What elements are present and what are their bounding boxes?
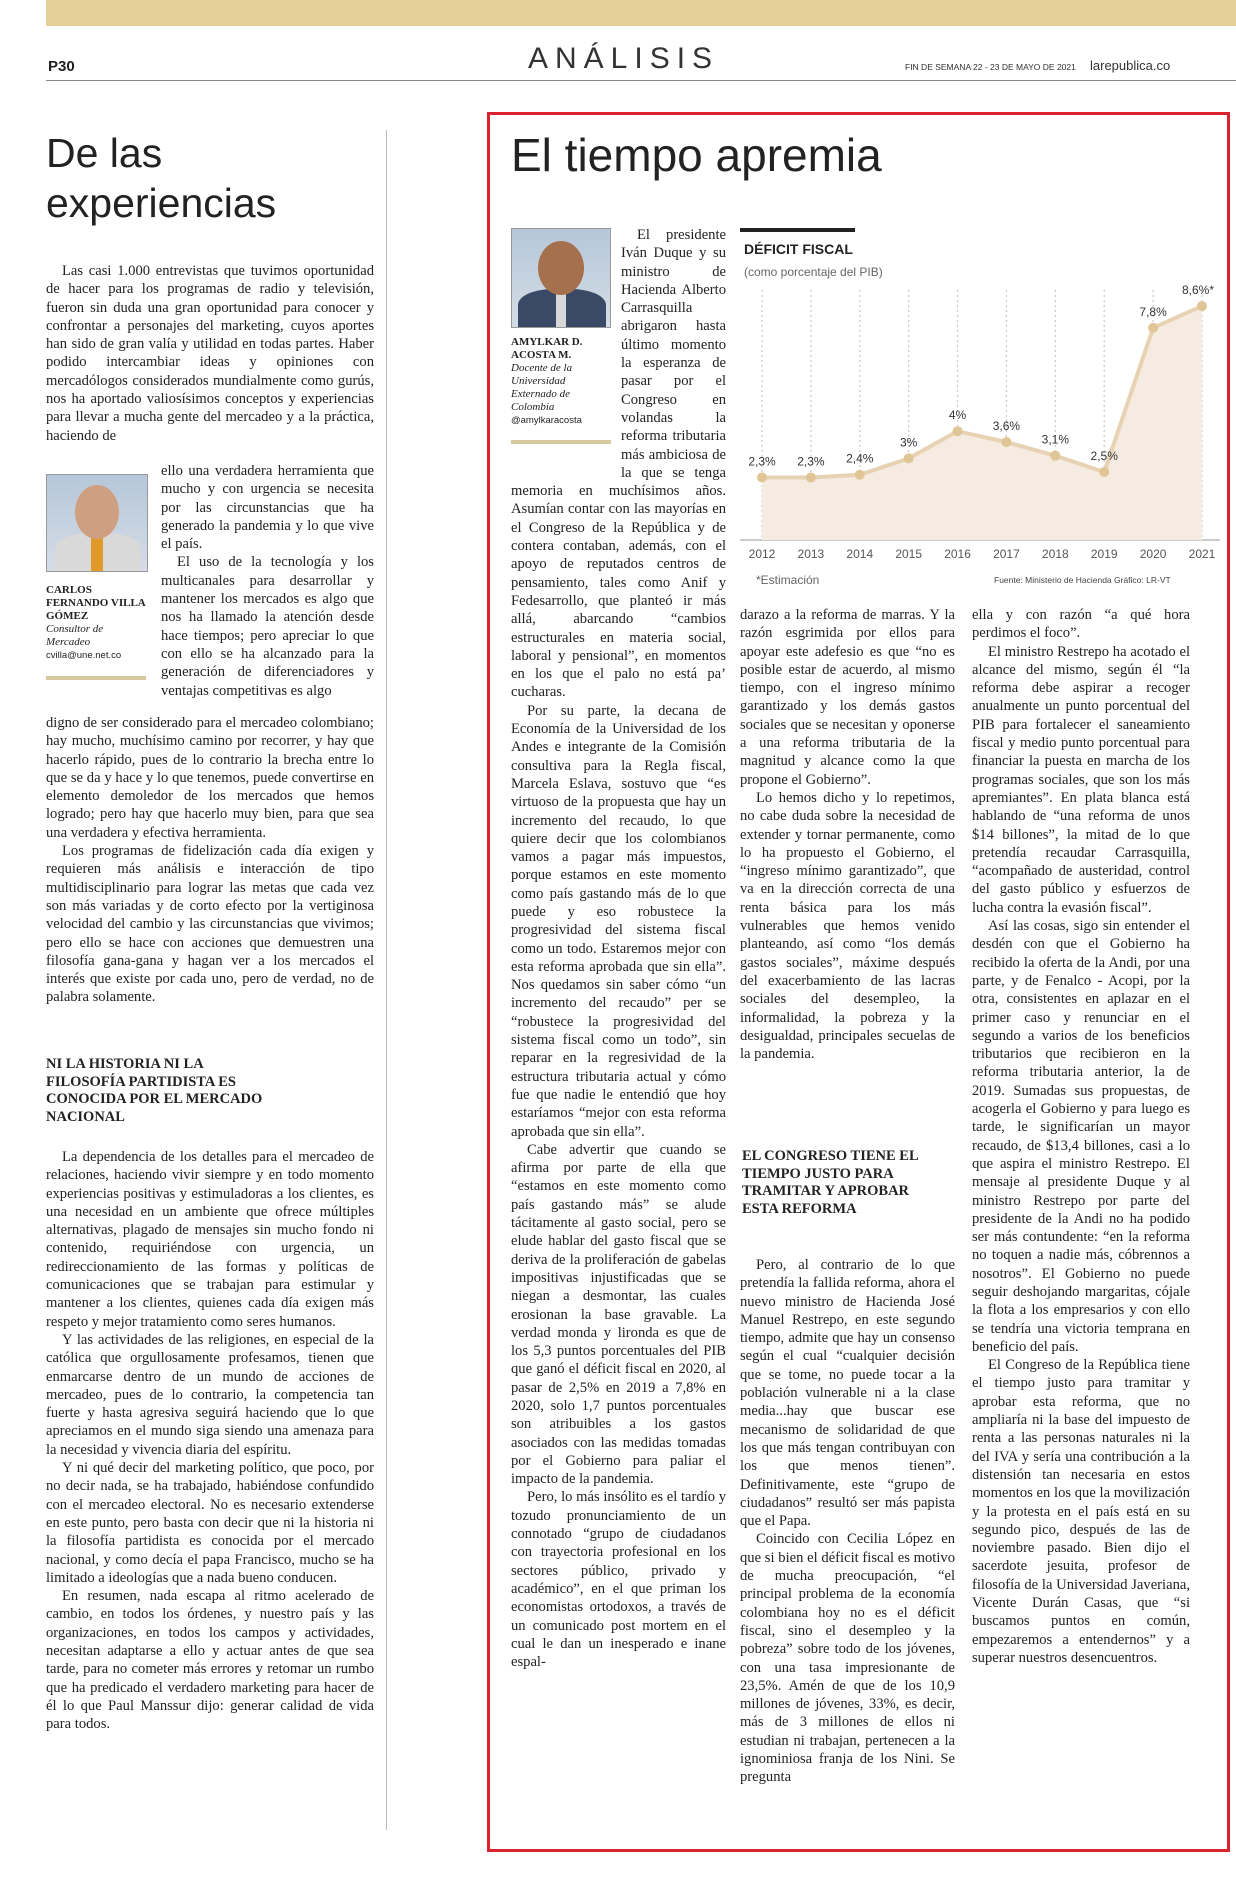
data-label: 2,4%: [846, 451, 874, 466]
right-col2: [740, 606, 955, 1063]
data-point: [806, 472, 816, 482]
right-paragraph: Cabe advertir que cuando se afirma por parte de ella que “estamos en este momento como país gastando más” se alude tácitamente al gasto social, pero se elude hablar del gasto fiscal que se deriva de la proliferación de gabelas impositivas injustificadas que se niegan a desmontar, las cuales erosionan la base gravable. La verdad monda y lironda es que de los 5,3 puntos porcentuales del PIB que ganó el déficit fiscal en 2020, al pasar de 2,5% en 2019 a 7,8% en 2020, solo 1,7 puntos porcentuales son atribuibles a los gastos asociados con las medidas tomadas por el Gobierno para paliar el impacto de la pandemia.: [511, 1141, 726, 1488]
left-paragraph: ello una verdadera herramienta que mucho y con urgencia se necesita por las circunstancias que ha generado la pandemia y lo que vive el país.: [161, 463, 374, 553]
chart-source: Fuente: Ministerio de Hacienda Gráfico: LR-VT: [994, 575, 1171, 585]
left-article-body: [46, 714, 374, 1007]
data-label: 3,1%: [1041, 432, 1070, 447]
data-label: 2,3%: [797, 454, 825, 469]
left-paragraph: La dependencia de los detalles para el mercadeo de relaciones, haciendo vivir siempre y en todo momento experiencias positivas y estimuladoras a los clientes, es una necesidad en un ambiente que ofrece múltiples alternativas, plagado de mensajes sin mucho fondo ni contenido, requiriéndose con urgencia, un redireccionamiento de las formas y políticas de comunicaciones que se trabajan para estimular y mantener a los clientes, quienes cada día exigen más respeto y mejor tratamiento como seres humanos.: [46, 1149, 374, 1330]
data-point: [855, 470, 865, 480]
right-col2b: [740, 1256, 955, 1787]
left-author-role: Consultor de Mercadeo: [46, 623, 104, 648]
data-label: 2,3%: [748, 454, 776, 469]
data-point: [1001, 437, 1011, 447]
right-paragraph: El presidente Iván Duque y su ministro de Hacienda Alberto Carrasquilla abrigaron hasta último momento la esperanza de pasar por el Congreso en volandas la reforma tributaria más ambiciosa de la que se tenga memoria en muchísimos años. Asumían contar con las mayorías en el Congreso de la República y de contera contaban, además, con el apoyo de reputados centros de pensamiento, tales como Anif y Fedesarrollo, que planteó ir más allá, abarcando “cambios estructurales en materia social, laboral y pensional”, en momentos en los que el palo no está pa’ cucharas.: [511, 227, 726, 701]
x-tick-label: 2021: [1188, 547, 1216, 561]
x-tick-label: 2013: [797, 547, 825, 561]
section-title: ANÁLISIS: [528, 42, 720, 75]
left-article-title: De las experiencias: [46, 130, 277, 226]
data-point: [1197, 301, 1207, 311]
left-paragraph: El uso de la tecnología y los multicanales para desarrollar y mantener los mercados es algo que nos ha llamado la atención desde hace tiempos; pero apreciar lo que con ello se ha alcanzado para la generación de diferenciadores y ventajas competitivas es algo: [161, 554, 374, 699]
x-tick-label: 2019: [1090, 547, 1118, 561]
left-article-body-2: [46, 1148, 374, 1734]
chart-area: [762, 306, 1202, 540]
left-paragraph: digno de ser considerado para el mercadeo colombiano; hay mucho, muchísimo camino por recorrer, y hay que hacerlo rápido, pues de lo contrario la brecha entre lo que se da y hace y lo que tenemos, puede convertirse en elemento demoledor de los mercados que hemos logrado; pero hay que hacerlo muy bien, para que sea una verdadera y efectiva herramienta.: [46, 715, 374, 841]
top-color-bar: [46, 0, 1236, 26]
site-link[interactable]: larepublica.co: [1090, 58, 1171, 73]
data-point: [757, 472, 767, 482]
column-divider: [386, 130, 387, 1830]
x-tick-label: 2018: [1041, 547, 1069, 561]
right-paragraph: El ministro Restrepo ha acotado el alcance del mismo, según él “la reforma debe aspirar a recoger anualmente un punto porcentual del PIB para fortalecer el saneamiento fiscal y medio punto porcentual para financiar la puesta en marcha de los programas sociales, que son los más apremiantes”. En plata blanca está hablando de “una reforma de unos $14 billones”, la mitad de lo que pretendía recaudar Carrasquilla, “acompañado de austeridad, control del gasto público y esfuerzos de lucha contra la evasión fiscal”.: [972, 643, 1190, 916]
right-col3: [972, 606, 1190, 1667]
issue-date: FIN DE SEMANA 22 - 23 DE MAYO DE 2021: [905, 62, 1076, 72]
x-tick-label: 2012: [748, 547, 776, 561]
right-paragraph: Coincido con Cecilia López en que si bien el déficit fiscal es motivo de mucha preocupación, “el principal problema de la economía colombiana hoy no es el déficit fiscal, sino el desempleo y la pobreza” sobre todo de los jóvenes, con una tasa impresionante de 23,5%. Amén de que de los 10,9 millones de jóvenes, 33%, es decir, más de 3 millones de ellos ni estudian ni trabajan, pertenecen a la ignominiosa franja de los Nini. Se pregunta: [740, 1531, 955, 1786]
header-rule: [46, 80, 1236, 81]
x-tick-label: 2020: [1139, 547, 1167, 561]
data-point: [953, 426, 963, 436]
left-author-photo: [46, 474, 148, 572]
data-label: 4%: [948, 408, 967, 423]
left-author-name: CARLOS FERNANDO VILLA GÓMEZ: [46, 584, 146, 622]
right-paragraph: El Congreso de la República tiene el tiempo justo para tramitar y aprobar esta reforma, que no ampliaría ni la base del impuesto de renta a las personas naturales ni la del IVA y sería una contribución a la distensión tan necesaria en estos momentos en los que la movilización y la protesta en el país está en su segundo pico, después de las de noviembre pasado. Bien dijo el sacerdote jesuita, profesor de filosofía de la Universidad Javeriana, Vicente Durán Casas, que “si buscamos puntos en común, empezaremos a entendernos” y a superar nuestros desencuentros.: [972, 1357, 1190, 1666]
x-tick-label: 2017: [993, 547, 1020, 561]
data-label: 3,6%: [992, 419, 1021, 434]
right-col1: [511, 226, 726, 1671]
right-paragraph: Lo hemos dicho y lo repetimos, no cabe duda sobre la necesidad de extender y tornar permanente, como lo ha propuesto el Gobierno, el “ingreso mínimo garantizado”, que va en la dirección correcta de una renta básica para los más vulnerables que hemos venido planteando, así como “los demás gastos sociales”, máxime después del exacerbamiento de las lacras sociales del desempleo, la informalidad, la pobreza y la desigualdad, principales secuelas de la pandemia.: [740, 789, 955, 1063]
left-paragraph: Las casi 1.000 entrevistas que tuvimos oportunidad de hacer para los programas de radio y televisión, fueron sin duda una gran oportunidad para conocer y confrontar a personajes del marketing, cuyos aportes han sido de gran valía y utilidad en todas partes. Haber podido intercambiar ideas y opiniones con mercadólogos considerados mundialmente como gurús, nos ha aportado valiosísimos conceptos y experiencias para llevar a mucha gente del mercadeo y a la práctica, haciendo de: [46, 263, 374, 444]
data-label: 2,5%: [1090, 449, 1118, 463]
x-tick-label: 2016: [944, 547, 971, 561]
right-paragraph: Por su parte, la decana de Economía de la Universidad de los Andes e integrante de la Comisión consultiva para la Regla fiscal, Marcela Eslava, sostuvo que “es virtuoso de la propuesta que hay un incremento del recaudo, lo que quiere decir que los colombianos vamos a pagar más impuestos, porque estamos en este momento como país gastando más de lo que puede y eso robustece la progresividad del sistema fiscal como un todo. Estaremos mejor con esta reforma aprobada que sin ella”. Nos quedamos sin saber cómo “un incremento del recaudo” per se “robustece la progresividad del sistema fiscal como un todo”, sin reparar en la regresividad de la estructura tributaria actual y cómo fue que nadie le entendió que hoy estaríamos “mejor con esta reforma aprobada que sin ella”.: [511, 702, 726, 1140]
left-paragraph: Y ni qué decir del marketing político, que poco, por no decir nada, se ha trabajado, habiéndose confundido con el mercadeo electoral. No es necesario extenderse en este punto, pero basta con decir que ni la historia ni la filosofía partidista es conocida por el mercado nacional, y como decía el papa Francisco, mucho se ha limitado a ideologías que a nada bueno conducen.: [46, 1460, 374, 1586]
left-author-byline: [46, 584, 146, 662]
left-paragraph: Y las actividades de las religiones, en especial de la católica que orgullosamente profesamos, tienen que enmarcarse dentro de un mundo de acciones de mercadeo, pues de lo contrario, la competencia tan fuerte y hasta agresiva seguirá haciendo que lo que apreciamos en el mundo siga siendo una amenaza para la necesidad y vivencia diaria del espíritu.: [46, 1331, 374, 1458]
data-label: 8,6%*: [1181, 283, 1214, 298]
left-author-email[interactable]: cvilla@une.net.co: [46, 650, 122, 661]
data-point: [904, 453, 914, 463]
right-paragraph: Así las cosas, sigo sin entender el desdén con que el Gobierno ha recibido la oferta de la Andi, por una parte, y de Fenalco - Acopi, por la otra, consistentes en aplazar en el primer caso y renunciar en el segundo a varios de los beneficios tributarios que recibieron en la reforma tributaria anterior, la de 2019. Sumadas sus propuestas, de acogerla el Gobierno y para luego es tarde, le significarían un mayor recaudo, de $13,4 billones, casi a lo que aspira el ministro Restrepo. El mensaje al presidente Duque y al ministro Restrepo por parte del presidente de la Andi no ha podido ser más contundente: “en la reforma no toquen a nadie más, cóbrennos a nosotros”. El Gobierno no puede seguir deshojando margaritas, cójale la flota a los empresarios y con ello se tendría una victoria temprana en beneficio del país.: [972, 918, 1190, 1355]
right-paragraph: ella y con razón “a qué hora perdimos el foco”.: [972, 607, 1190, 642]
right-paragraph: Pero, al contrario de lo que pretendía la fallida reforma, ahora el nuevo ministro de Hacienda José Manuel Restrepo, en este segundo tiempo, admite que hay un consenso según el cual “cualquier decisión que se tome, no puede tocar a la población vulnerable ni a la clase media...hay que buscar ese mecanismo de solidaridad de que los que más tengan contribuyan con los que menos tienen”. Definitivamente, este “grupo de ciudadanos” resultó ser más papista que el Papa.: [740, 1257, 955, 1530]
data-point: [1148, 323, 1158, 333]
left-wrap-text: [161, 462, 374, 700]
data-point: [1099, 467, 1109, 477]
chart-subtitle: (como porcentaje del PIB): [744, 265, 883, 279]
data-label: 7,8%: [1139, 304, 1167, 319]
left-paragraph: Los programas de fidelización cada día exigen y requieren más análisis e interacción de tipo multidisciplinario para lograr las metas que cada vez son más variadas y de corto efecto por la vertiginosa velocidad del cambio y las circunstancias que vivimos; pero ello se hace con acciones que demuestren una filosofía gana-gana y hagan ver a los mercados el interés que existe por cada uno, pero de verdad, no de palabra solamente.: [46, 843, 374, 1006]
right-author-name: AMYLKAR D. ACOSTA M.: [511, 336, 583, 361]
left-article-intro: [46, 262, 374, 445]
x-tick-label: 2015: [895, 547, 923, 561]
left-paragraph: En resumen, nada escapa al ritmo acelerado de cambio, en todos los órdenes, y nuestro país y las organizaciones, en todos los campos y actividades, necesitan adaptarse a ello y actuar antes de que sea tarde, para no cometer más errores y retomar un rumbo que ha predicado el verdadero marketing para hacer de él lo que Paul Manssur dijo: generar calidad de vida para todos.: [46, 1588, 374, 1733]
data-label: 3%: [899, 435, 918, 450]
data-point: [1050, 451, 1060, 461]
chart-title: DÉFICIT FISCAL: [744, 241, 853, 257]
right-author-role: Docente de la Universidad Externado de Colombia: [511, 362, 573, 413]
left-subhead: NI LA HISTORIA NI LA FILOSOFÍA PARTIDISTA ES CONOCIDA POR EL MERCADO NACIONAL: [46, 1056, 263, 1125]
deficit-chart: [740, 228, 1220, 598]
right-subhead: EL CONGRESO TIENE EL TIEMPO JUSTO PARA TRAMITAR Y APROBAR ESTA REFORMA: [742, 1148, 918, 1217]
page-number: P30: [48, 58, 75, 75]
right-paragraph: Pero, lo más insólito es el tardío y tozudo pronunciamiento de un connotado “grupo de ciudadanos con trayectoria profesional en los sectores público, privado y académico”, en el que priman los economistas ortodoxos, a través de un comunicado post mortem en el cual le dan un inesperado e inane espal-: [511, 1489, 726, 1671]
right-paragraph: darazo a la reforma de marras. Y la razón esgrimida por ellos para apoyar este adefesio es que “no es posible estar de acuerdo, al mismo tiempo, con el ingreso mínimo garantizado y los demás gastos sociales que se necesitan y oponerse a una reforma tributaria de la magnitud y alcance como la que propone el Gobierno”.: [740, 607, 955, 788]
chart-note: *Estimación: [756, 573, 820, 587]
left-byline-rule: [46, 676, 146, 680]
right-author-email[interactable]: @amylkaracosta: [511, 415, 582, 426]
right-article-title: El tiempo apremia: [511, 129, 882, 181]
x-tick-label: 2014: [846, 547, 874, 561]
